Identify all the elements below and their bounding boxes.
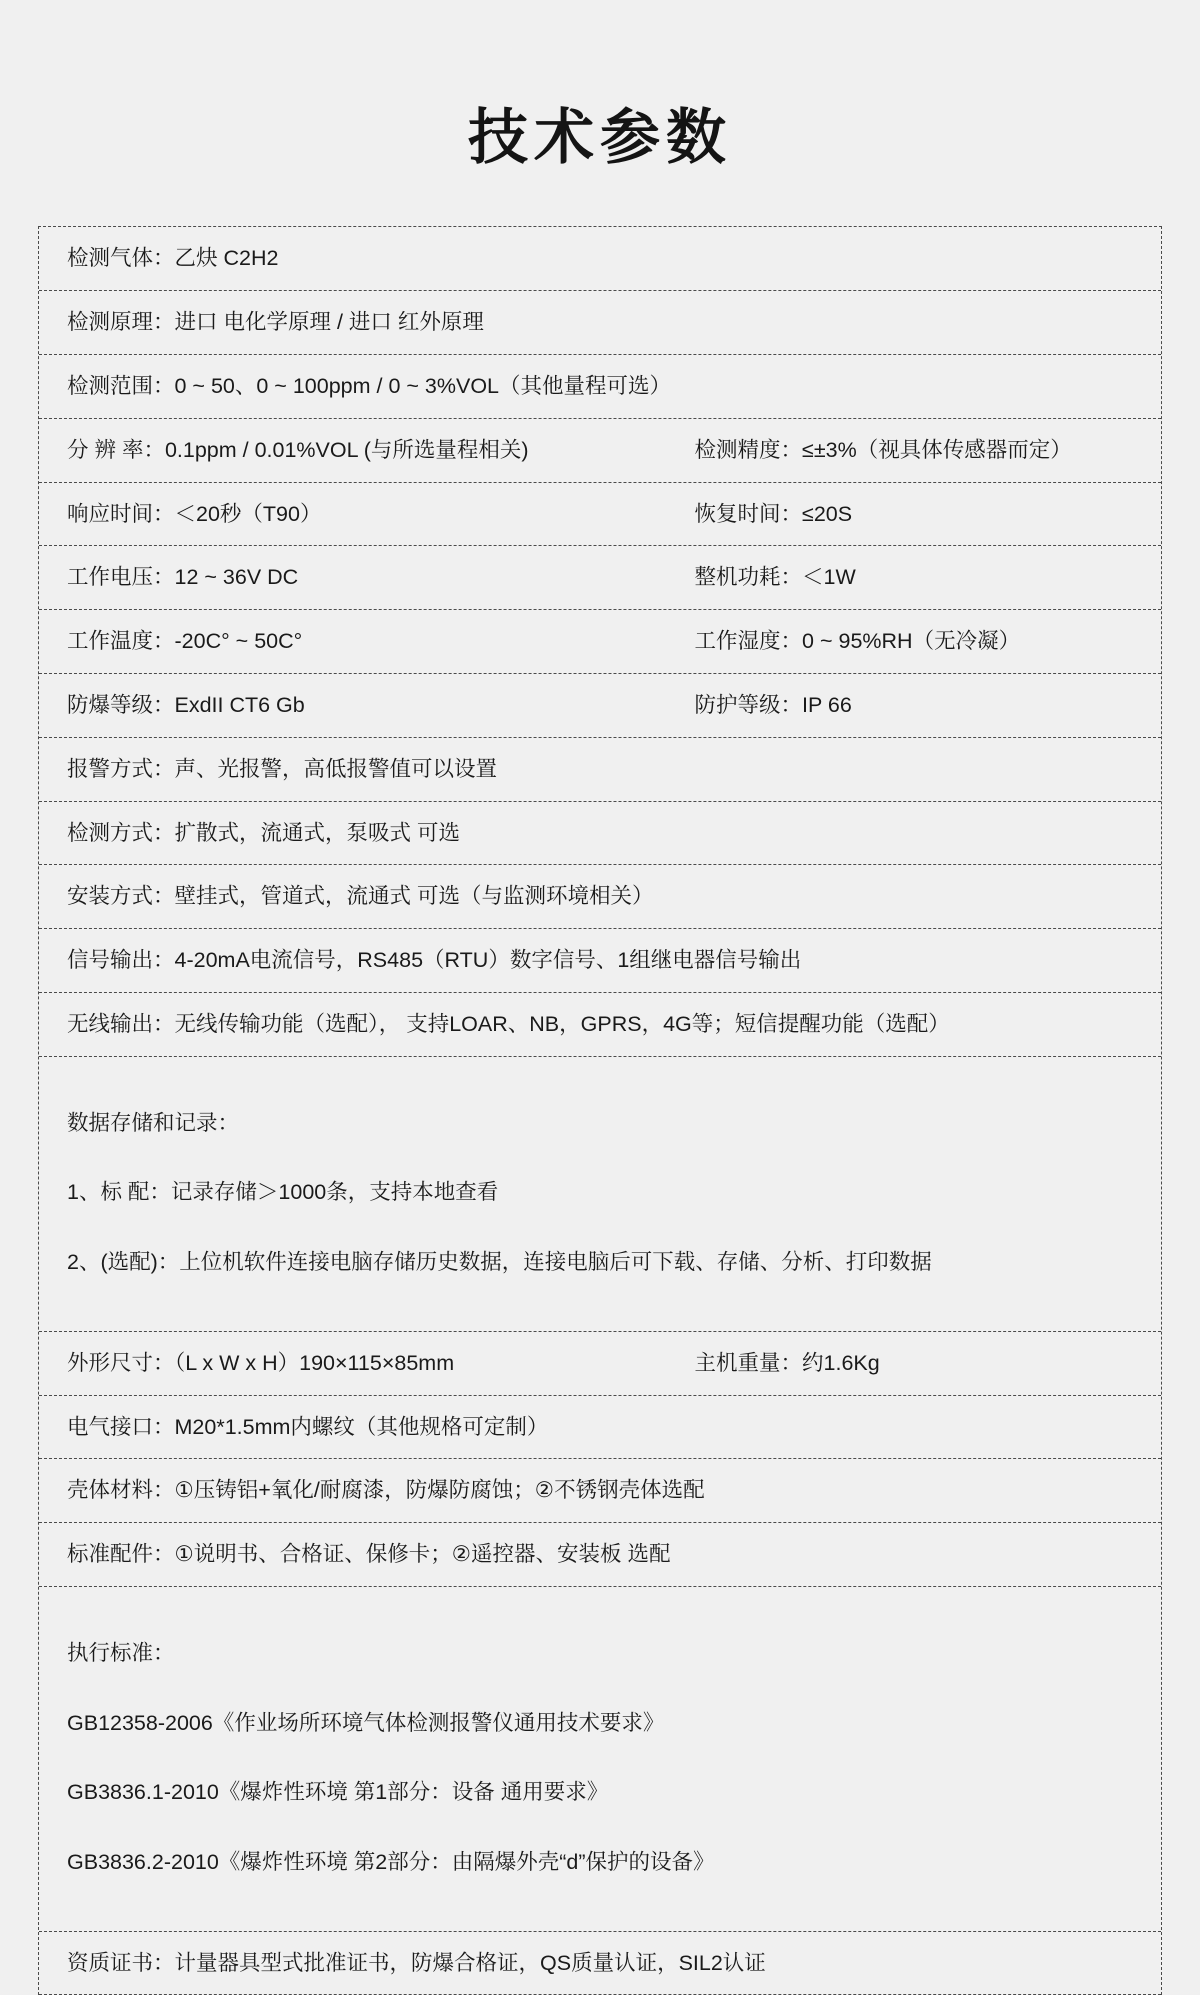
spec-power-consumption: 整机功耗：＜1W bbox=[694, 565, 856, 590]
spec-housing-material: 壳体材料：①压铸铝+氧化/耐腐漆，防爆防腐蚀；②不锈钢壳体选配 bbox=[67, 1478, 705, 1503]
specifications-table bbox=[38, 226, 1162, 1995]
spec-data-storage-line-1: 数据存储和记录： bbox=[67, 1110, 240, 1135]
table-row bbox=[39, 738, 1161, 802]
spec-detection-gas: 检测气体：乙炔 C2H2 bbox=[67, 246, 279, 271]
spec-protection-grade: 防护等级：IP 66 bbox=[694, 692, 852, 717]
spec-sheet-page bbox=[0, 40, 1200, 1995]
spec-recovery-time: 恢复时间：≤20S bbox=[694, 501, 853, 526]
spec-execution-standards-line-1: 执行标准： bbox=[67, 1640, 175, 1665]
table-row bbox=[39, 419, 1161, 483]
table-row bbox=[39, 674, 1161, 738]
spec-standard-accessories: 标准配件：①说明书、合格证、保修卡；②遥控器、安装板 选配 bbox=[67, 1542, 671, 1567]
table-row bbox=[39, 546, 1161, 610]
spec-working-humidity: 工作湿度：0 ~ 95%RH（无冷凝） bbox=[694, 629, 1021, 654]
spec-weight: 主机重量：约1.6Kg bbox=[694, 1350, 880, 1375]
spec-signal-output: 信号输出：4-20mA电流信号，RS485（RTU）数字信号、1组继电器信号输出 bbox=[67, 948, 802, 973]
spec-certifications: 资质证书：计量器具型式批准证书，防爆合格证，QS质量认证，SIL2认证 bbox=[67, 1950, 766, 1975]
table-row bbox=[39, 1587, 1161, 1931]
table-row bbox=[39, 355, 1161, 419]
table-row bbox=[39, 1396, 1161, 1460]
table-row bbox=[39, 1523, 1161, 1587]
table-row bbox=[39, 1459, 1161, 1523]
spec-dimensions: 外形尺寸：（L x W x H）190×115×85mm bbox=[67, 1350, 455, 1375]
spec-data-storage bbox=[39, 1057, 932, 1331]
spec-detection-principle: 检测原理：进口 电化学原理 / 进口 红外原理 bbox=[67, 310, 484, 335]
table-row bbox=[39, 865, 1161, 929]
spec-execution-standards-line-4: GB3836.2-2010《爆炸性环境 第2部分：由隔爆外壳“d”保护的设备》 bbox=[67, 1849, 715, 1874]
spec-wireless-output: 无线输出：无线传输功能（选配）， 支持LOAR、NB，GPRS，4G等；短信提醒功能（选配） bbox=[67, 1012, 950, 1037]
table-row bbox=[39, 1332, 1161, 1396]
table-row bbox=[39, 1057, 1161, 1332]
spec-response-time: 响应时间：＜20秒（T90） bbox=[67, 501, 322, 526]
spec-installation-method: 安装方式：壁挂式，管道式，流通式 可选（与监测环境相关） bbox=[67, 884, 654, 909]
spec-resolution: 分 辨 率：0.1ppm / 0.01%VOL (与所选量程相关) bbox=[67, 437, 529, 462]
table-row bbox=[39, 929, 1161, 993]
spec-accuracy: 检测精度：≤±3%（视具体传感器而定） bbox=[694, 437, 1072, 462]
spec-execution-standards-line-3: GB3836.1-2010《爆炸性环境 第1部分：设备 通用要求》 bbox=[67, 1780, 609, 1805]
table-row bbox=[39, 993, 1161, 1057]
spec-working-voltage: 工作电压：12 ~ 36V DC bbox=[67, 565, 299, 590]
page-title: 技术参数 bbox=[468, 104, 732, 172]
spec-data-storage-line-3: 2、(选配)：上位机软件连接电脑存储历史数据，连接电脑后可下载、存储、分析、打印数据 bbox=[67, 1250, 932, 1275]
spec-execution-standards bbox=[39, 1587, 715, 1930]
spec-detection-range: 检测范围：0 ~ 50、0 ~ 100ppm / 0 ~ 3%VOL（其他量程可选） bbox=[67, 373, 672, 398]
table-row bbox=[39, 291, 1161, 355]
table-row bbox=[39, 227, 1161, 291]
table-row bbox=[39, 610, 1161, 674]
table-row bbox=[39, 483, 1161, 547]
table-row bbox=[39, 802, 1161, 866]
table-row bbox=[39, 1932, 1161, 1995]
spec-detection-method: 检测方式：扩散式，流通式，泵吸式 可选 bbox=[67, 820, 460, 845]
spec-execution-standards-line-2: GB12358-2006《作业场所环境气体检测报警仪通用技术要求》 bbox=[67, 1710, 665, 1735]
spec-alarm-method: 报警方式：声、光报警，高低报警值可以设置 bbox=[67, 756, 498, 781]
spec-working-temperature: 工作温度：-20C° ~ 50C° bbox=[67, 629, 303, 654]
spec-electrical-interface: 电气接口：M20*1.5mm内螺纹（其他规格可定制） bbox=[67, 1414, 549, 1439]
spec-data-storage-line-2: 1、标 配：记录存储＞1000条，支持本地查看 bbox=[67, 1180, 499, 1205]
spec-explosion-proof-grade: 防爆等级：ExdII CT6 Gb bbox=[67, 692, 305, 717]
